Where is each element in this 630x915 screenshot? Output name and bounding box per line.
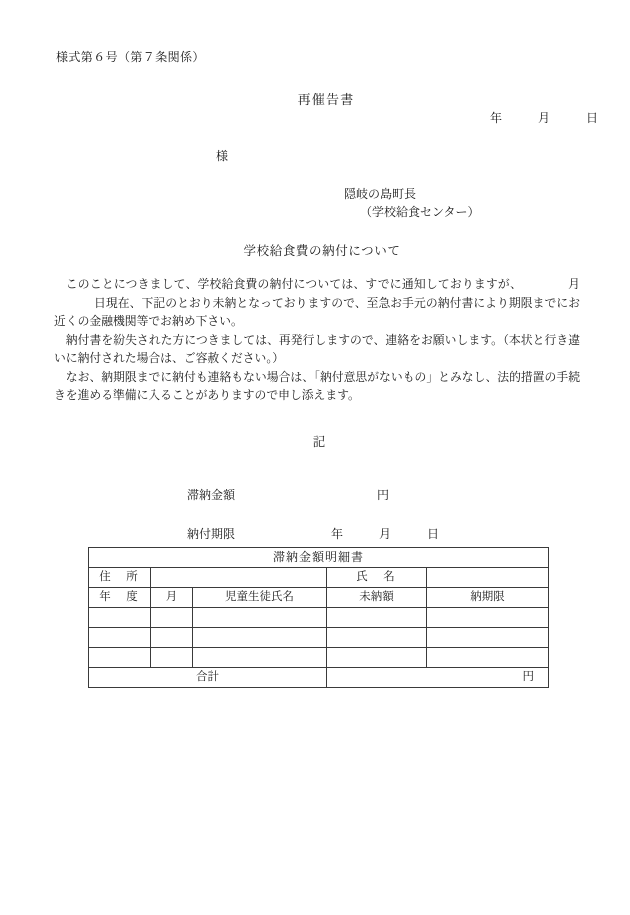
cell-unpaid-amount[interactable] xyxy=(327,648,427,668)
total-value-cell[interactable] xyxy=(327,668,549,688)
ki-marker: 記 xyxy=(312,435,326,449)
table-caption: 滞納金額明細書 xyxy=(89,548,549,568)
cell-due-date[interactable] xyxy=(427,628,549,648)
name-value[interactable] xyxy=(427,568,549,588)
cell-student-name[interactable] xyxy=(193,648,327,668)
body-paragraph-3: なお、納期限までに納付も連絡もない場合は、「納付意思がないもの」とみなし、法的措置の手続きを進める準備に入ることがありますので申し添えます。 xyxy=(54,369,580,402)
cell-month[interactable] xyxy=(151,648,193,668)
table-header-row xyxy=(89,588,549,608)
column-header-unpaid-amount: 未納額 xyxy=(327,588,427,608)
cell-unpaid-amount[interactable] xyxy=(327,608,427,628)
header-date-line: 年 月 日 xyxy=(490,111,599,125)
cell-student-name[interactable] xyxy=(193,608,327,628)
total-label: 合計 xyxy=(89,668,327,688)
body-paragraph-1 xyxy=(54,275,580,331)
column-header-year: 年 度 xyxy=(89,588,151,608)
table-row xyxy=(89,628,549,648)
paragraph1-month: 月 xyxy=(567,277,580,291)
address-name-row xyxy=(89,568,549,588)
cell-year[interactable] xyxy=(89,608,151,628)
column-header-due-date: 納期限 xyxy=(427,588,549,608)
column-header-student-name: 児童生徒氏名 xyxy=(193,588,327,608)
document-title: 再催告書 xyxy=(297,92,355,107)
cell-due-date[interactable] xyxy=(427,648,549,668)
delinquent-amount-label: 滞納金額 xyxy=(187,488,236,502)
payment-deadline-label: 納付期限 xyxy=(187,527,236,541)
issuer-name: 隠岐の島町長 xyxy=(344,187,417,201)
name-label: 氏 名 xyxy=(327,568,427,588)
address-value[interactable] xyxy=(151,568,327,588)
delinquent-amount-unit: 円 xyxy=(377,488,390,502)
paragraph1-text-2: 日現在、下記のとおり未納となっておりますので、至急お手元の納付書により期限までにお近くの金融機関等でお納め下さい。 xyxy=(54,295,580,328)
cell-year[interactable] xyxy=(89,648,151,668)
cell-student-name[interactable] xyxy=(193,628,327,648)
cell-due-date[interactable] xyxy=(427,608,549,628)
document-body xyxy=(54,275,580,405)
cell-unpaid-amount[interactable] xyxy=(327,628,427,648)
delinquency-detail-table xyxy=(88,547,549,688)
total-unit: 円 xyxy=(522,671,535,683)
addressee-honorific: 様 xyxy=(216,149,229,163)
issuer-department: （学校給食センター） xyxy=(360,205,480,219)
cell-month[interactable] xyxy=(151,628,193,648)
address-label: 住 所 xyxy=(89,568,151,588)
issuer-block xyxy=(344,185,480,221)
table-total-row xyxy=(89,668,549,688)
document-subject: 学校給食費の納付について xyxy=(243,244,401,258)
cell-month[interactable] xyxy=(151,608,193,628)
cell-year[interactable] xyxy=(89,628,151,648)
body-paragraph-2: 納付書を紛失された方につきましては、再発行しますので、連絡をお願いします。（本状と行き違いに納付された場合は、ご容赦ください。） xyxy=(54,332,580,365)
column-header-month: 月 xyxy=(151,588,193,608)
table-caption-row xyxy=(89,548,549,568)
form-number: 様式第６号（第７条関係） xyxy=(56,50,205,64)
paragraph1-text-1: このことにつきまして、学校給食費の納付については、すでに通知しておりますが、 xyxy=(65,277,522,291)
table-row xyxy=(89,608,549,628)
table-row xyxy=(89,648,549,668)
payment-deadline-value: 年 月 日 xyxy=(331,527,440,541)
